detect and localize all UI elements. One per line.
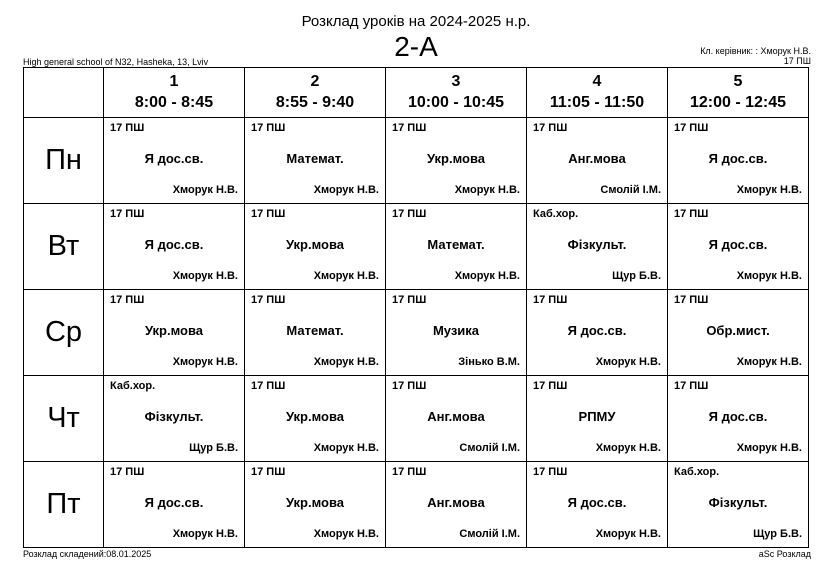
day-row — [24, 462, 809, 548]
lesson-room: 17 ПШ — [110, 294, 145, 306]
lesson-room: 17 ПШ — [251, 380, 286, 392]
lesson-subject: Я дос.св. — [708, 237, 768, 252]
lesson-cell — [104, 118, 245, 204]
lesson-teacher: Хморук Н.В. — [595, 442, 661, 454]
lesson-cell — [245, 290, 386, 376]
lesson-teacher: Хморук Н.В. — [736, 442, 802, 454]
lesson-teacher: Хморук Н.В. — [172, 356, 238, 368]
period-header — [104, 68, 245, 118]
lesson-subject: Анг.мова — [427, 409, 485, 424]
page-title: Розклад уроків на 2024-2025 н.р. — [301, 13, 531, 30]
lesson-room: 17 ПШ — [392, 122, 427, 134]
lesson-subject: Анг.мова — [568, 151, 626, 166]
lesson-room: 17 ПШ — [251, 466, 286, 478]
lesson-subject: Фізкульт. — [144, 409, 204, 424]
lesson-room: Каб.хор. — [674, 466, 720, 478]
lesson-cell — [527, 376, 668, 462]
lesson-teacher: Хморук Н.В. — [313, 184, 379, 196]
lesson-room: 17 ПШ — [110, 122, 145, 134]
lesson-teacher: Хморук Н.В. — [313, 528, 379, 540]
lesson-room: 17 ПШ — [533, 466, 568, 478]
lesson-cell — [245, 376, 386, 462]
period-number: 1 — [169, 72, 179, 90]
lesson-subject: Анг.мова — [427, 495, 485, 510]
lesson-room: 17 ПШ — [392, 380, 427, 392]
period-header — [527, 68, 668, 118]
lesson-room: Каб.хор. — [533, 208, 579, 220]
lesson-cell — [104, 462, 245, 548]
lesson-teacher: Щур Б.В. — [189, 442, 238, 454]
class-name: 2-А — [394, 31, 438, 62]
lesson-cell — [104, 204, 245, 290]
lesson-subject: Музика — [432, 323, 480, 338]
lesson-subject: Я дос.св. — [567, 323, 627, 338]
period-time: 8:55 - 9:40 — [275, 93, 355, 111]
lesson-cell — [104, 376, 245, 462]
lesson-teacher: Зінько В.М. — [458, 356, 520, 368]
day-row — [24, 290, 809, 376]
lesson-room: 17 ПШ — [533, 294, 568, 306]
lesson-subject: Я дос.св. — [708, 151, 768, 166]
lesson-room: 17 ПШ — [251, 294, 286, 306]
lesson-cell — [668, 118, 809, 204]
lesson-room: Каб.хор. — [110, 380, 156, 392]
software-name: aSc Розклад — [758, 549, 811, 559]
timetable — [23, 67, 809, 548]
lesson-teacher: Смолій І.М. — [459, 528, 520, 540]
lesson-cell — [527, 290, 668, 376]
lesson-room: 17 ПШ — [251, 208, 286, 220]
lesson-teacher: Хморук Н.В. — [736, 270, 802, 282]
day-row — [24, 118, 809, 204]
lesson-cell — [386, 118, 527, 204]
lesson-teacher: Щур Б.В. — [612, 270, 661, 282]
lesson-cell — [386, 290, 527, 376]
lesson-cell — [668, 204, 809, 290]
period-number: 2 — [310, 72, 320, 90]
lesson-teacher: Хморук Н.В. — [313, 270, 379, 282]
lesson-room: 17 ПШ — [110, 466, 145, 478]
lesson-subject: Укр.мова — [426, 151, 486, 166]
lesson-subject: РПМУ — [578, 409, 616, 424]
lesson-subject: Укр.мова — [285, 495, 345, 510]
lesson-subject: Я дос.св. — [144, 151, 204, 166]
lesson-subject: Я дос.св. — [144, 495, 204, 510]
lesson-cell — [104, 290, 245, 376]
lesson-subject: Я дос.св. — [144, 237, 204, 252]
day-label: Вт — [24, 204, 104, 290]
lesson-cell — [386, 204, 527, 290]
lesson-teacher: Хморук Н.В. — [454, 184, 520, 196]
period-time: 8:00 - 8:45 — [134, 93, 214, 111]
lesson-teacher: Смолій І.М. — [459, 442, 520, 454]
lesson-room: 17 ПШ — [533, 380, 568, 392]
class-teacher-info — [700, 46, 811, 66]
created-date: Розклад складений:08.01.2025 — [23, 549, 152, 559]
period-number: 3 — [451, 72, 461, 90]
lesson-cell — [527, 462, 668, 548]
lesson-teacher: Хморук Н.В. — [172, 528, 238, 540]
period-number: 5 — [733, 72, 743, 90]
lesson-cell — [527, 118, 668, 204]
lesson-subject: Математ. — [427, 237, 485, 252]
lesson-cell — [386, 462, 527, 548]
day-row — [24, 204, 809, 290]
lesson-subject: Обр.мист. — [706, 323, 770, 338]
lesson-subject: Математ. — [286, 151, 344, 166]
lesson-subject: Фізкульт. — [567, 237, 627, 252]
lesson-cell — [668, 462, 809, 548]
class-room: 17 ПШ — [783, 56, 811, 66]
day-row — [24, 376, 809, 462]
lesson-teacher: Хморук Н.В. — [595, 356, 661, 368]
lesson-subject: Математ. — [286, 323, 344, 338]
lesson-room: 17 ПШ — [674, 208, 709, 220]
lesson-room: 17 ПШ — [533, 122, 568, 134]
period-time: 12:00 - 12:45 — [689, 93, 787, 111]
lesson-cell — [386, 376, 527, 462]
lesson-room: 17 ПШ — [392, 466, 427, 478]
lesson-teacher: Хморук Н.В. — [736, 184, 802, 196]
lesson-teacher: Хморук Н.В. — [736, 356, 802, 368]
day-label: Чт — [24, 376, 104, 462]
day-label: Пн — [24, 118, 104, 204]
period-header — [386, 68, 527, 118]
lesson-teacher: Хморук Н.В. — [172, 184, 238, 196]
period-number: 4 — [592, 72, 602, 90]
lesson-cell — [668, 290, 809, 376]
lesson-subject: Я дос.св. — [567, 495, 627, 510]
class-teacher: Кл. керівник: : Хморук Н.В. — [700, 46, 811, 56]
lesson-teacher: Хморук Н.В. — [313, 356, 379, 368]
period-header — [245, 68, 386, 118]
lesson-teacher: Хморук Н.В. — [313, 442, 379, 454]
lesson-cell — [668, 376, 809, 462]
lesson-teacher: Хморук Н.В. — [454, 270, 520, 282]
corner-cell — [24, 68, 104, 118]
lesson-room: 17 ПШ — [392, 294, 427, 306]
lesson-room: 17 ПШ — [251, 122, 286, 134]
lesson-room: 17 ПШ — [674, 380, 709, 392]
lesson-teacher: Щур Б.В. — [753, 528, 802, 540]
lesson-subject: Укр.мова — [285, 409, 345, 424]
lesson-subject: Я дос.св. — [708, 409, 768, 424]
day-label: Ср — [24, 290, 104, 376]
lesson-room: 17 ПШ — [674, 294, 709, 306]
lesson-cell — [245, 462, 386, 548]
period-header — [668, 68, 809, 118]
lesson-teacher: Хморук Н.В. — [595, 528, 661, 540]
lesson-cell — [245, 204, 386, 290]
period-time: 10:00 - 10:45 — [407, 93, 505, 111]
lesson-subject: Укр.мова — [285, 237, 345, 252]
lesson-teacher: Смолій І.М. — [600, 184, 661, 196]
lesson-subject: Укр.мова — [144, 323, 204, 338]
lesson-cell — [527, 204, 668, 290]
period-time: 11:05 - 11:50 — [549, 93, 645, 111]
lesson-room: 17 ПШ — [674, 122, 709, 134]
lesson-room: 17 ПШ — [110, 208, 145, 220]
period-header-row — [24, 68, 809, 118]
lesson-cell — [245, 118, 386, 204]
lesson-room: 17 ПШ — [392, 208, 427, 220]
lesson-subject: Фізкульт. — [708, 495, 768, 510]
lesson-teacher: Хморук Н.В. — [172, 270, 238, 282]
day-label: Пт — [24, 462, 104, 548]
school-name: High general school of N32, Hasheka, 13, Lviv — [23, 57, 209, 67]
